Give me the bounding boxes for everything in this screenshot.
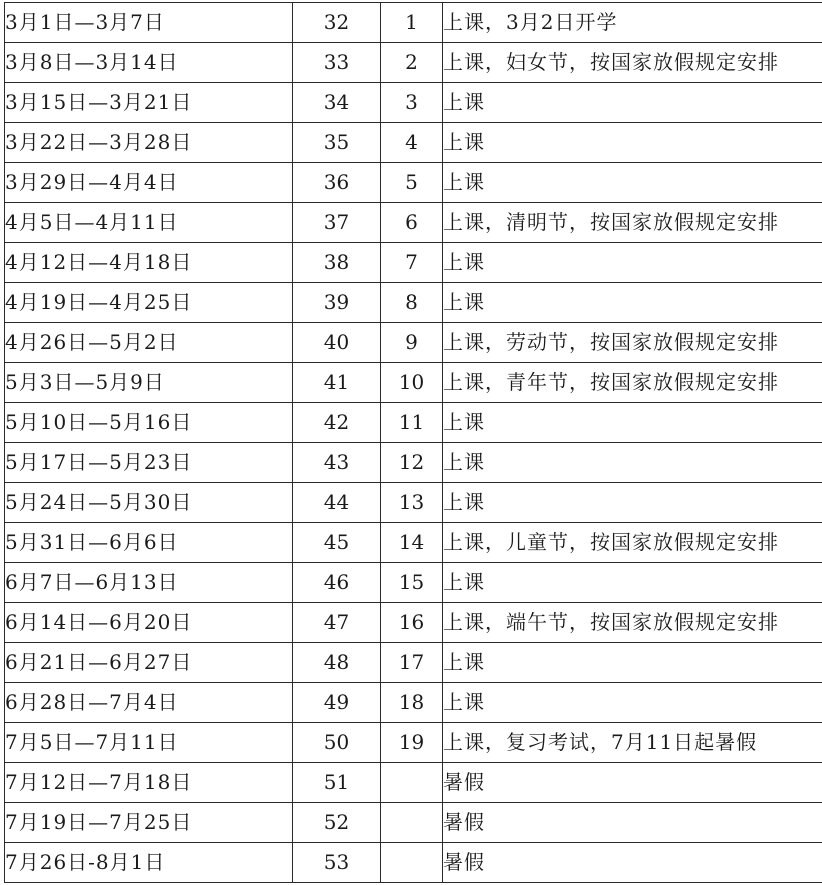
teaching-week-cell: 10 <box>381 363 443 403</box>
date-range-cell: 3月1日—3月7日 <box>5 3 293 43</box>
note-cell: 上课 <box>443 283 822 323</box>
note-cell: 上课，青年节，按国家放假规定安排 <box>443 363 822 403</box>
week-number-cell: 44 <box>293 483 381 523</box>
week-number-cell: 51 <box>293 763 381 803</box>
date-range-cell: 6月14日—6月20日 <box>5 603 293 643</box>
date-range-cell: 5月17日—5月23日 <box>5 443 293 483</box>
teaching-week-cell: 15 <box>381 563 443 603</box>
week-number-cell: 32 <box>293 3 381 43</box>
teaching-week-cell: 1 <box>381 3 443 43</box>
teaching-week-cell: 5 <box>381 163 443 203</box>
table-row <box>5 3 822 43</box>
week-number-cell: 40 <box>293 323 381 363</box>
date-range-cell: 3月8日—3月14日 <box>5 43 293 83</box>
date-range-cell: 5月31日—6月6日 <box>5 523 293 563</box>
week-number-cell: 47 <box>293 603 381 643</box>
note-cell: 上课 <box>443 483 822 523</box>
week-number-cell: 33 <box>293 43 381 83</box>
table-row <box>5 683 822 723</box>
note-cell: 上课 <box>443 123 822 163</box>
table-row <box>5 403 822 443</box>
teaching-week-cell: 17 <box>381 643 443 683</box>
teaching-week-cell <box>381 803 443 843</box>
table-row <box>5 83 822 123</box>
table-row <box>5 163 822 203</box>
date-range-cell: 5月10日—5月16日 <box>5 403 293 443</box>
note-cell: 上课，妇女节，按国家放假规定安排 <box>443 43 822 83</box>
date-range-cell: 3月15日—3月21日 <box>5 83 293 123</box>
date-range-cell: 3月22日—3月28日 <box>5 123 293 163</box>
week-number-cell: 45 <box>293 523 381 563</box>
date-range-cell: 6月7日—6月13日 <box>5 563 293 603</box>
date-range-cell: 7月5日—7月11日 <box>5 723 293 763</box>
teaching-week-cell <box>381 763 443 803</box>
date-range-cell: 7月26日-8月1日 <box>5 843 293 883</box>
teaching-week-cell: 9 <box>381 323 443 363</box>
note-cell: 上课，儿童节，按国家放假规定安排 <box>443 523 822 563</box>
date-range-cell: 7月19日—7月25日 <box>5 803 293 843</box>
date-range-cell: 6月21日—6月27日 <box>5 643 293 683</box>
table-row <box>5 443 822 483</box>
table-row <box>5 243 822 283</box>
note-cell: 上课，清明节，按国家放假规定安排 <box>443 203 822 243</box>
week-number-cell: 52 <box>293 803 381 843</box>
table-row <box>5 203 822 243</box>
teaching-week-cell: 16 <box>381 603 443 643</box>
week-number-cell: 53 <box>293 843 381 883</box>
teaching-week-cell: 11 <box>381 403 443 443</box>
teaching-week-cell: 12 <box>381 443 443 483</box>
week-number-cell: 46 <box>293 563 381 603</box>
date-range-cell: 5月3日—5月9日 <box>5 363 293 403</box>
table-row <box>5 643 822 683</box>
date-range-cell: 5月24日—5月30日 <box>5 483 293 523</box>
date-range-cell: 4月26日—5月2日 <box>5 323 293 363</box>
week-number-cell: 37 <box>293 203 381 243</box>
teaching-week-cell: 14 <box>381 523 443 563</box>
teaching-week-cell: 19 <box>381 723 443 763</box>
table-row <box>5 563 822 603</box>
date-range-cell: 4月19日—4月25日 <box>5 283 293 323</box>
note-cell: 暑假 <box>443 843 822 883</box>
note-cell: 上课，端午节，按国家放假规定安排 <box>443 603 822 643</box>
note-cell: 上课 <box>443 643 822 683</box>
teaching-week-cell: 4 <box>381 123 443 163</box>
note-cell: 上课 <box>443 243 822 283</box>
table-row <box>5 323 822 363</box>
week-number-cell: 48 <box>293 643 381 683</box>
note-cell: 暑假 <box>443 763 822 803</box>
note-cell: 上课 <box>443 83 822 123</box>
teaching-week-cell: 2 <box>381 43 443 83</box>
teaching-week-cell: 8 <box>381 283 443 323</box>
week-number-cell: 43 <box>293 443 381 483</box>
week-number-cell: 38 <box>293 243 381 283</box>
week-number-cell: 42 <box>293 403 381 443</box>
table-row <box>5 523 822 563</box>
date-range-cell: 4月12日—4月18日 <box>5 243 293 283</box>
note-cell: 上课 <box>443 163 822 203</box>
table-row <box>5 603 822 643</box>
school-calendar-table <box>4 2 822 883</box>
date-range-cell: 6月28日—7月4日 <box>5 683 293 723</box>
table-row <box>5 123 822 163</box>
teaching-week-cell: 3 <box>381 83 443 123</box>
note-cell: 上课 <box>443 563 822 603</box>
teaching-week-cell: 18 <box>381 683 443 723</box>
date-range-cell: 3月29日—4月4日 <box>5 163 293 203</box>
note-cell: 上课 <box>443 443 822 483</box>
week-number-cell: 34 <box>293 83 381 123</box>
teaching-week-cell: 7 <box>381 243 443 283</box>
note-cell: 上课 <box>443 683 822 723</box>
note-cell: 上课，复习考试，7月11日起暑假 <box>443 723 822 763</box>
date-range-cell: 7月12日—7月18日 <box>5 763 293 803</box>
week-number-cell: 35 <box>293 123 381 163</box>
note-cell: 暑假 <box>443 803 822 843</box>
table-row <box>5 483 822 523</box>
teaching-week-cell: 6 <box>381 203 443 243</box>
table-row <box>5 363 822 403</box>
table-row <box>5 763 822 803</box>
week-number-cell: 41 <box>293 363 381 403</box>
table-row <box>5 843 822 883</box>
table-row <box>5 283 822 323</box>
teaching-week-cell: 13 <box>381 483 443 523</box>
note-cell: 上课，劳动节，按国家放假规定安排 <box>443 323 822 363</box>
table-row <box>5 43 822 83</box>
calendar-table-body <box>5 3 822 883</box>
week-number-cell: 50 <box>293 723 381 763</box>
note-cell: 上课，3月2日开学 <box>443 3 822 43</box>
note-cell: 上课 <box>443 403 822 443</box>
table-row <box>5 723 822 763</box>
date-range-cell: 4月5日—4月11日 <box>5 203 293 243</box>
teaching-week-cell <box>381 843 443 883</box>
week-number-cell: 39 <box>293 283 381 323</box>
week-number-cell: 49 <box>293 683 381 723</box>
week-number-cell: 36 <box>293 163 381 203</box>
table-row <box>5 803 822 843</box>
